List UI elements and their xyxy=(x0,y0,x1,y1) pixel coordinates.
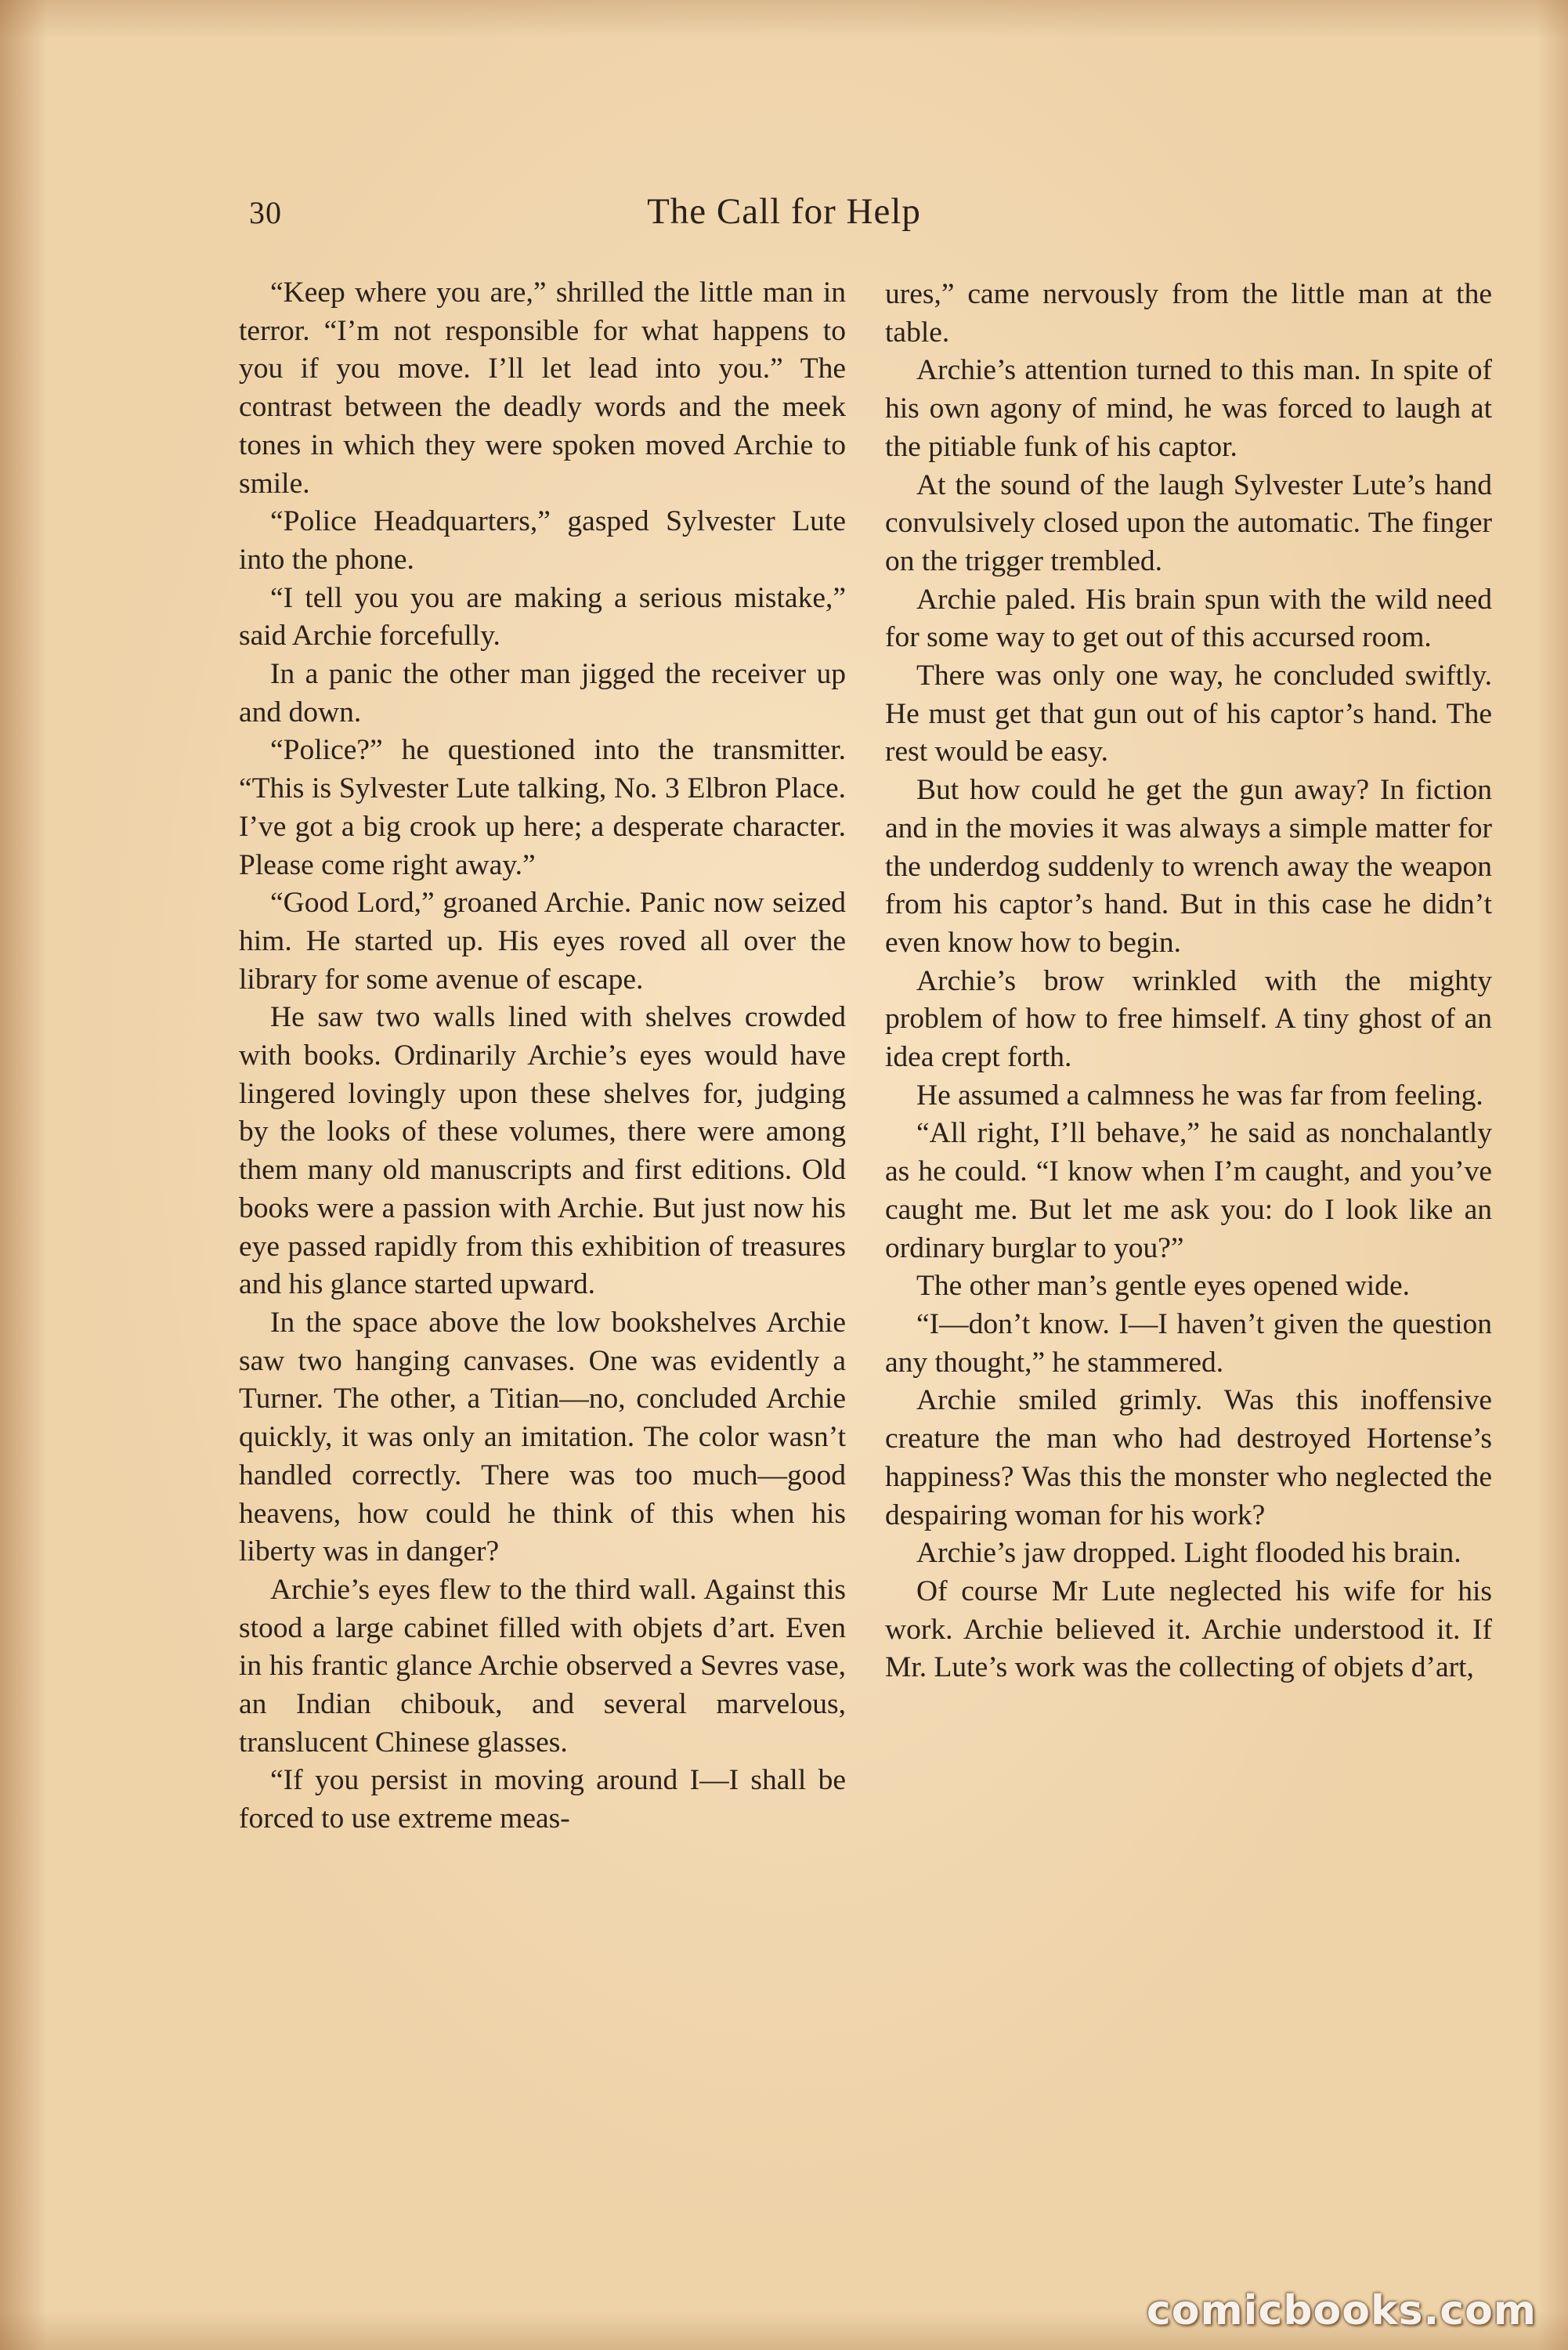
paragraph: In a panic the other man jigged the receiver up and down. xyxy=(239,658,846,728)
text-column-left xyxy=(239,274,846,1838)
paragraph: Archie’s attention turned to this man. In spite of his own agony of mind, he was forced to laugh at the pitiable funk of his captor. xyxy=(885,354,1492,463)
paragraph: There was only one way, he concluded swiftly. He must get that gun out of his captor’s hand. The rest would be easy. xyxy=(885,660,1492,768)
running-title: The Call for Help xyxy=(647,191,921,232)
paragraph: Archie’s eyes flew to the third wall. Against this stood a large cabinet filled with objets d’art. Even in his frantic glance Archie observed a Sevres vase, an Indian chibouk, and several marvelous, translucent Chinese glasses. xyxy=(239,1573,846,1759)
paragraph: Archie’s brow wrinkled with the mighty problem of how to free himself. A tiny ghost of an idea crept forth. xyxy=(885,964,1492,1074)
paragraph: “I—don’t know. I—I haven’t given the question any thought,” he stammered. xyxy=(885,1307,1492,1379)
paragraph: “I tell you you are making a serious mistake,” said Archie forcefully. xyxy=(239,581,846,653)
paragraph: He saw two walls lined with shelves crowded with books. Ordinarily Archie’s eyes would have lingered lovingly upon these shelves for, judging by the looks of these volumes, there were among them many old manuscripts and first editions. Old books were a passion with Archie. But just now his eye passed rapidly from this exhibition of treasures and his glance started upward. xyxy=(239,1001,846,1301)
paragraph: “If you persist in moving around I—I shall be forced to use extreme meas- xyxy=(239,1764,846,1835)
paragraph: Of course Mr Lute neglected his wife for his work. Archie believed it. Archie understood it. If Mr. Lute’s work was the collecting of objets d’art, xyxy=(885,1574,1492,1684)
paragraph: But how could he get the gun away? In fiction and in the movies it was always a simple matter for the underdog suddenly to wrench away the weapon from his captor’s hand. But in this case he didn’t even know how to begin. xyxy=(885,774,1492,959)
paragraph: Archie’s jaw dropped. Light flooded his brain. xyxy=(916,1537,1461,1570)
paragraph: He assumed a calmness he was far from feeling. xyxy=(916,1079,1483,1112)
watermark-logo: comicbooks.com xyxy=(1146,2287,1537,2334)
paragraph: “Police Headquarters,” gasped Sylvester Lute into the phone. xyxy=(239,505,846,576)
paragraph: ures,” came nervously from the little man at the table. xyxy=(885,278,1492,349)
paragraph: “Good Lord,” groaned Archie. Panic now seized him. He started up. His eyes roved all over the library for some avenue of escape. xyxy=(239,887,846,996)
page-number: 30 xyxy=(249,195,282,230)
paragraph: “All right, I’ll behave,” he said as nonchalantly as he could. “I know when I’m caught, and you’ve caught me. But let me ask you: do I look like an ordinary burglar to you?” xyxy=(885,1117,1492,1264)
paragraph: At the sound of the laugh Sylvester Lute’s hand convulsively closed upon the automatic. The finger on the trigger trembled. xyxy=(885,468,1492,577)
paragraph: “Keep where you are,” shrilled the little man in terror. “I’m not responsible for what happens to you if you move. I’ll let lead into you.” The contrast between the deadly words and the meek tones in which they were spoken moved Archie to smile. xyxy=(239,277,846,500)
paragraph: Archie smiled grimly. Was this inoffensive creature the man who had destroyed Hortense’s happiness? Was this the monster who neglected the despairing woman for his work? xyxy=(885,1384,1492,1531)
paragraph: The other man’s gentle eyes opened wide. xyxy=(916,1270,1410,1303)
paragraph: Archie paled. His brain spun with the wild need for some way to get out of this accursed room. xyxy=(885,583,1492,654)
paragraph: In the space above the low bookshelves Archie saw two hanging canvases. One was evidently a Turner. The other, a Titian—no, concluded Archie quickly, it was only an imitation. The color wasn’t handled correctly. There was too much—good heavens, how could he think of this when his liberty was in danger? xyxy=(239,1306,846,1568)
text-column-right xyxy=(885,276,1492,1687)
paragraph: “Police?” he questioned into the transmitter. “This is Sylvester Lute talking, No. 3 Elbron Place. I’ve got a big crook up here; a desperate character. Please come right away.” xyxy=(239,734,846,881)
